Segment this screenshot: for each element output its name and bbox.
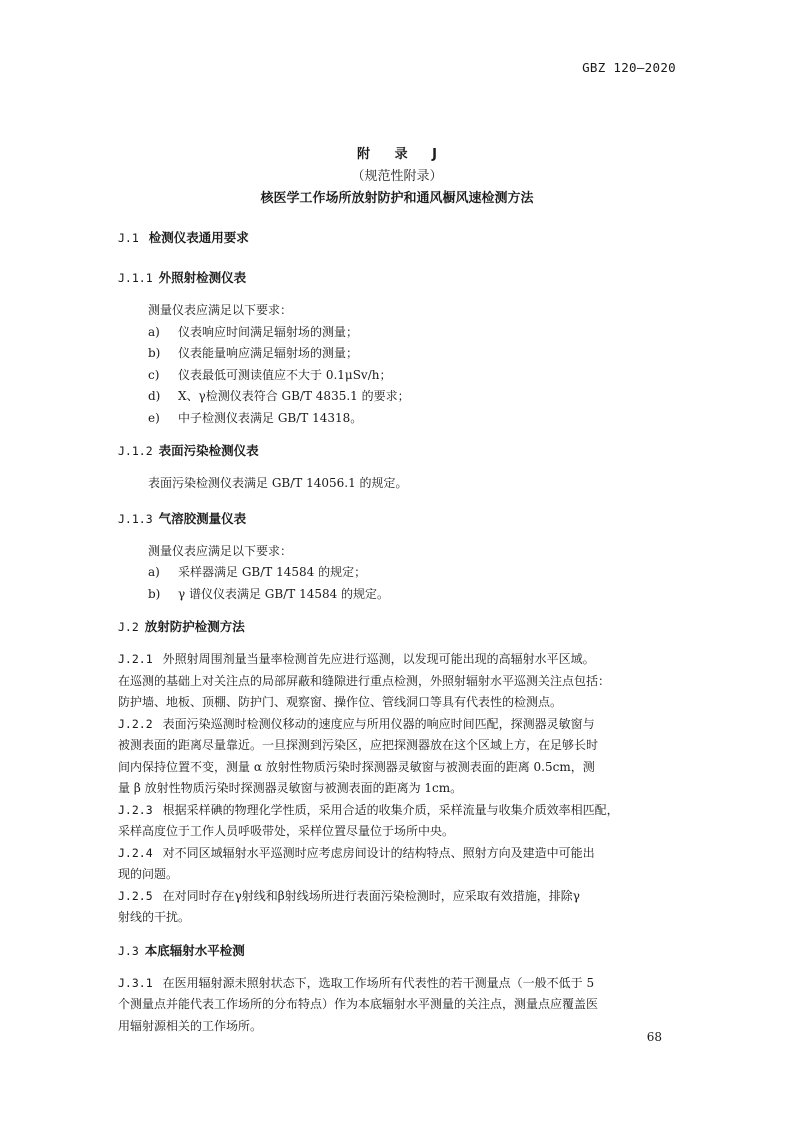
clause-line: 外照射周围剂量当量率检测首先应进行巡测，以发现可能出现的高辐射水平区域。: [162, 652, 595, 666]
clause-number: J.3.1: [118, 975, 153, 990]
section-title: 本底辐射水平检测: [144, 942, 245, 958]
section-number: J.3: [118, 943, 139, 958]
list-text: 采样器满足 GB/T 14584 的规定；: [178, 565, 367, 579]
list-item: [118, 386, 678, 408]
clause-line: 现的问题。: [118, 867, 179, 881]
page-number: 68: [646, 1030, 662, 1044]
list-text: 仪表最低可测读值应不大于 0.1μSv/h；: [178, 367, 392, 382]
subsection-number: J.1.2: [118, 444, 153, 458]
clause-number: J.2.5: [118, 888, 153, 903]
document-body: [118, 228, 678, 1037]
clause-line: 在巡测的基础上对关注点的局部屏蔽和缝隙进行重点检测，外照射辐射水平巡测关注点包括：: [118, 673, 611, 688]
appendix-heading: [0, 144, 794, 210]
list-label: e): [148, 410, 160, 425]
paragraph: 测量仪表应满足以下要求：: [148, 303, 293, 317]
clause-line: 在对同时存在γ射线和β射线场所进行表面污染检测时，应采取有效措施，排除γ: [162, 888, 580, 903]
section-title: 检测仪表通用要求: [148, 230, 249, 245]
clause-line: 个测量点并能代表工作场所的分布特点）作为本底辐射水平测量的关注点，测量点应覆盖医: [118, 997, 599, 1011]
list-text: 仪表响应时间满足辐射场的测量；: [178, 324, 359, 339]
list-label: a): [148, 324, 160, 339]
subsection-number: J.1.1: [118, 271, 153, 285]
list-label: a): [148, 565, 160, 579]
list-text: γ 谱仪仪表满足 GB/T 14584 的规定。: [178, 586, 390, 601]
clause-number: J.2.2: [118, 716, 153, 731]
paragraph: 表面污染检测仪表满足 GB/T 14056.1 的规定。: [148, 476, 408, 490]
appendix-subject: 核医学工作场所放射防护和通风橱风速检测方法: [260, 191, 534, 206]
clause-line: 对不同区域辐射水平巡测时应考虑房间设计的结构特点、照射方向及建造中可能出: [162, 845, 595, 860]
list-item: [118, 322, 678, 344]
subsection-title: 表面污染检测仪表: [158, 443, 259, 458]
clause-paragraph: [118, 973, 678, 1038]
subsection-title: 气溶胶测量仪表: [158, 510, 247, 526]
section-number: J.2: [118, 620, 139, 634]
list-label: c): [148, 367, 160, 382]
clause-paragraph: [118, 886, 678, 929]
subsection-title: 外照射检测仪表: [158, 270, 247, 285]
clause-line: 表面污染巡测时检测仪移动的速度应与所用仪器的响应时间匹配，探测器灵敏窗与: [162, 716, 595, 731]
clause-line: 用辐射源相关的工作场所。: [118, 1018, 263, 1033]
section-title: 放射防护检测方法: [144, 619, 245, 634]
list-label: b): [148, 586, 161, 601]
subsection-heading-j11: [118, 268, 678, 288]
appendix-type: （规范性附录）: [351, 169, 443, 184]
standard-code: GBZ 120—2020: [582, 60, 676, 75]
list-item: [118, 408, 678, 430]
paragraph: 测量仪表应满足以下要求：: [148, 543, 293, 558]
section-heading-j1: [118, 228, 678, 248]
clause-paragraph: [118, 649, 678, 714]
clause-paragraph: [118, 843, 678, 886]
list-item: [118, 562, 678, 584]
clause-line: 在医用辐射源未照射状态下，选取工作场所有代表性的若干测量点（一般不低于 5: [162, 975, 595, 990]
subsection-heading-j12: [118, 441, 678, 461]
subsection-number: J.1.3: [118, 511, 153, 526]
clause-line: 被测表面的距离尽量靠近。一旦探测到污染区，应把探测器放在这个区域上方，在足够长时: [118, 738, 599, 752]
list-label: b): [148, 346, 161, 360]
list-text: 中子检测仪表满足 GB/T 14318。: [178, 410, 363, 425]
clause-line: 根据采样碘的物理化学性质，采用合适的收集介质，采样流量与收集介质效率相匹配，: [162, 802, 619, 817]
list-item: [118, 343, 678, 365]
appendix-title: 附 录 J: [357, 147, 447, 162]
section-heading-j2: [118, 617, 678, 637]
list-label: d): [148, 389, 161, 403]
clause-line: 射线的干扰。: [118, 910, 191, 924]
clause-line: 量 β 放射性物质污染时探测器灵敏窗与被测表面的距离为 1cm。: [118, 781, 463, 795]
section-number: J.1: [118, 231, 139, 245]
section-heading-j3: [118, 941, 678, 961]
clause-number: J.2.3: [118, 802, 153, 817]
subsection-heading-j13: [118, 509, 678, 529]
clause-line: 间内保持位置不变，测量 α 放射性物质污染时探测器灵敏窗与被测表面的距离 0.5cm，测: [118, 759, 595, 774]
list-item: [118, 584, 678, 606]
clause-paragraph: [118, 800, 678, 843]
list-item: [118, 365, 678, 387]
clause-line: 防护墙、地板、顶棚、防护门、观察窗、操作位、管线洞口等具有代表性的检测点。: [118, 695, 563, 709]
clause-number: J.2.1: [118, 652, 153, 666]
clause-number: J.2.4: [118, 845, 153, 860]
list-text: X、γ检测仪表符合 GB/T 4835.1 的要求；: [178, 389, 410, 403]
list-text: 仪表能量响应满足辐射场的测量；: [178, 346, 359, 360]
clause-paragraph: [118, 714, 678, 800]
clause-line: 采样高度位于工作人员呼吸带处，采样位置尽量位于场所中央。: [118, 824, 455, 838]
